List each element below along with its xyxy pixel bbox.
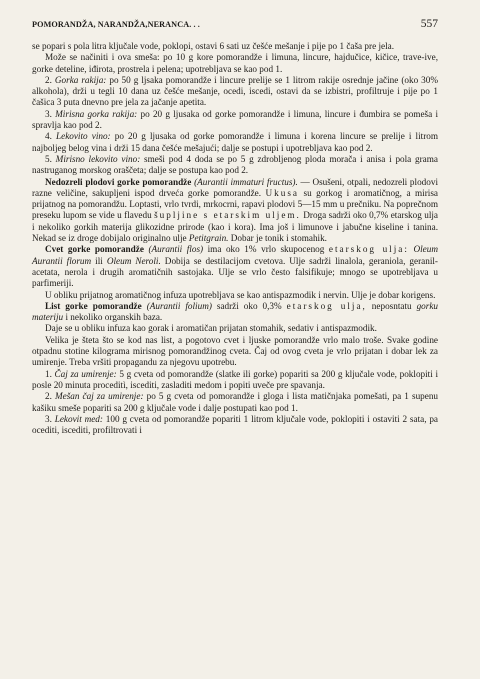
section-title: Cvet gorke pomorandže: [45, 244, 144, 255]
paragraph: Velika je šteta što se kod nas list, a pogotovo cvet i ljuske pomorandže vrlo malo troše. Svake godine otpadnu stotine kilograma mirisnog pomorandžinog cveta. Čaj od ovog cveta je vrlo prijatan i dobar lek za umirenje. Treba vršiti propagandu za njegovu upotrebu.: [32, 334, 438, 368]
section-paragraph: List gorke pomorandže (Aurantii folium) sadrži oko 0,3% etarskog ulja, neposntatu gorku materiju i nekoliko organskih baza.: [32, 300, 439, 323]
recipe-item: 3. Lekovit med: 100 g cveta od pomorandže popariti 1 litrom ključale vode, poklopiti i ostaviti 2 sata, pa ocediti, iscediti, profiltrovati i: [32, 413, 438, 436]
paragraph: se popari s pola litra ključale vode, poklopi, ostavi 6 sati uz češće mešanje i pije po 1 čaša pre jela.: [32, 41, 395, 51]
recipe-item: 5. Mirisno lekovito vino: smeši pod 4 doda se po 5 g zdrobljenog ploda morača i anisa i pola grama nastruganog morskog oraščeta; dalje se postupa kao pod 2.: [32, 153, 438, 176]
paragraph: Daje se u obliku infuza kao gorak i aromatičan prijatan stomahik, sedativ i antispazmodik.: [45, 323, 377, 334]
recipe-item: 3. Mirisna gorka rakija: po 20 g ljusaka od gorke pomorandže i limuna, lincure i đumbira se pomeša i spravlja kao pod 2.: [32, 108, 439, 131]
section-title: List gorke pomorandže: [45, 300, 142, 311]
page-number: 557: [420, 18, 438, 30]
recipe-item: 2. Mešan čaj za umirenje: po 5 g cveta od pomorandže i gloga i lista matičnjaka pomešati, pa 1 supenu kašiku smeše popariti sa 200 g ključale vode i dalje postupati kao pod 1.: [32, 391, 439, 413]
running-header: [32, 18, 438, 32]
page-body: [32, 41, 438, 436]
paragraph: U obliku prijatnog aromatičnog infuza upotrebljava se kao antispazmodik i nervin. Ulje je dobar korigens.: [45, 289, 436, 300]
recipe-item: 4. Lekovito vino: po 20 g ljusaka od gorke pomorandže i limuna i korena lincure se prelije i litrom najboljeg belog vina i drži 15 dana češće mešajući; dalje se postupi i upotrebljava kao pod 2.: [32, 131, 439, 153]
recipe-item: 2. Gorka rakija: po 50 g ljsaka pomorandže i lincure prelije se 1 litrom rakije osrednje jačine (oko 30% alkohola), drži u tegli 10 dana uz češće mešanje, ocedi, iscedi, ostavi da se izbistri, profiltruje i pije po 1 čašica 3 puta dnevno pre jela za jačanje apetita.: [32, 74, 438, 108]
section-title: Nedozreli plodovi gorke pomorandže: [45, 176, 192, 187]
paragraph: Može se načiniti i ova smeša: po 10 g kore pomorandže i limuna, lincure, hajdučice, kičice, trave-ive, gorke deteline, iđirota, prostrela i pelena; upotrebljava se kao pod 1.: [32, 52, 438, 74]
running-title: POMORANDŽA, NARANDŽA,NERANCA. . .: [32, 20, 200, 29]
recipe-item: 1. Čaj za umirenje: 5 g cveta od pomorandže (slatke ili gorke) popariti sa 200 g ključale vode, poklopiti i posle 20 minuta proceditì, iscediti, zasladiti medom i popiti uveče pre spavanja.: [32, 368, 438, 390]
section-paragraph: Nedozreli plodovi gorke pomorandže (Aurantii immaturi fructus). — Osušeni, otpali, nedozreli plodovi razne veličine, sakupljeni ispod drveća gorke pomorandže. Ukusa su gorkog i aromatičnog, a mirisa prijatnog na pomorandžu. Loptasti, vrlo tvrdi, mrkocrni, rapavi plodovi 5—15 mm u prečniku. Na poprečnom preseku lupom se vide u flavedu šupljine s etarskim uljem. Droga sadrži oko 0,7% etarskog ulja i nekoliko gorkih materija glikozidne prirode (kao i kora). Ima još i limunove i jabučne kiseline i tanina. Nekad se iz droge dobijalo originalno ulje Petitgrain. Dobar je tonik i stomahik.: [32, 176, 439, 244]
section-paragraph: Cvet gorke pomorandže (Aurantii flos) ima oko 1% vrlo skupocenog etarskog ulja: Oleum Aurantii florum ili Oleum Neroli. Dobija se destilacijom cvetova. Ulje sadrži linalola, geraniola, geranil-acetata, nerola i drugih aromatičnih sastojaka. Ulje se vrlo često falsifikuje; mnogo se upotrebljava u parfimeriji.: [32, 244, 438, 289]
